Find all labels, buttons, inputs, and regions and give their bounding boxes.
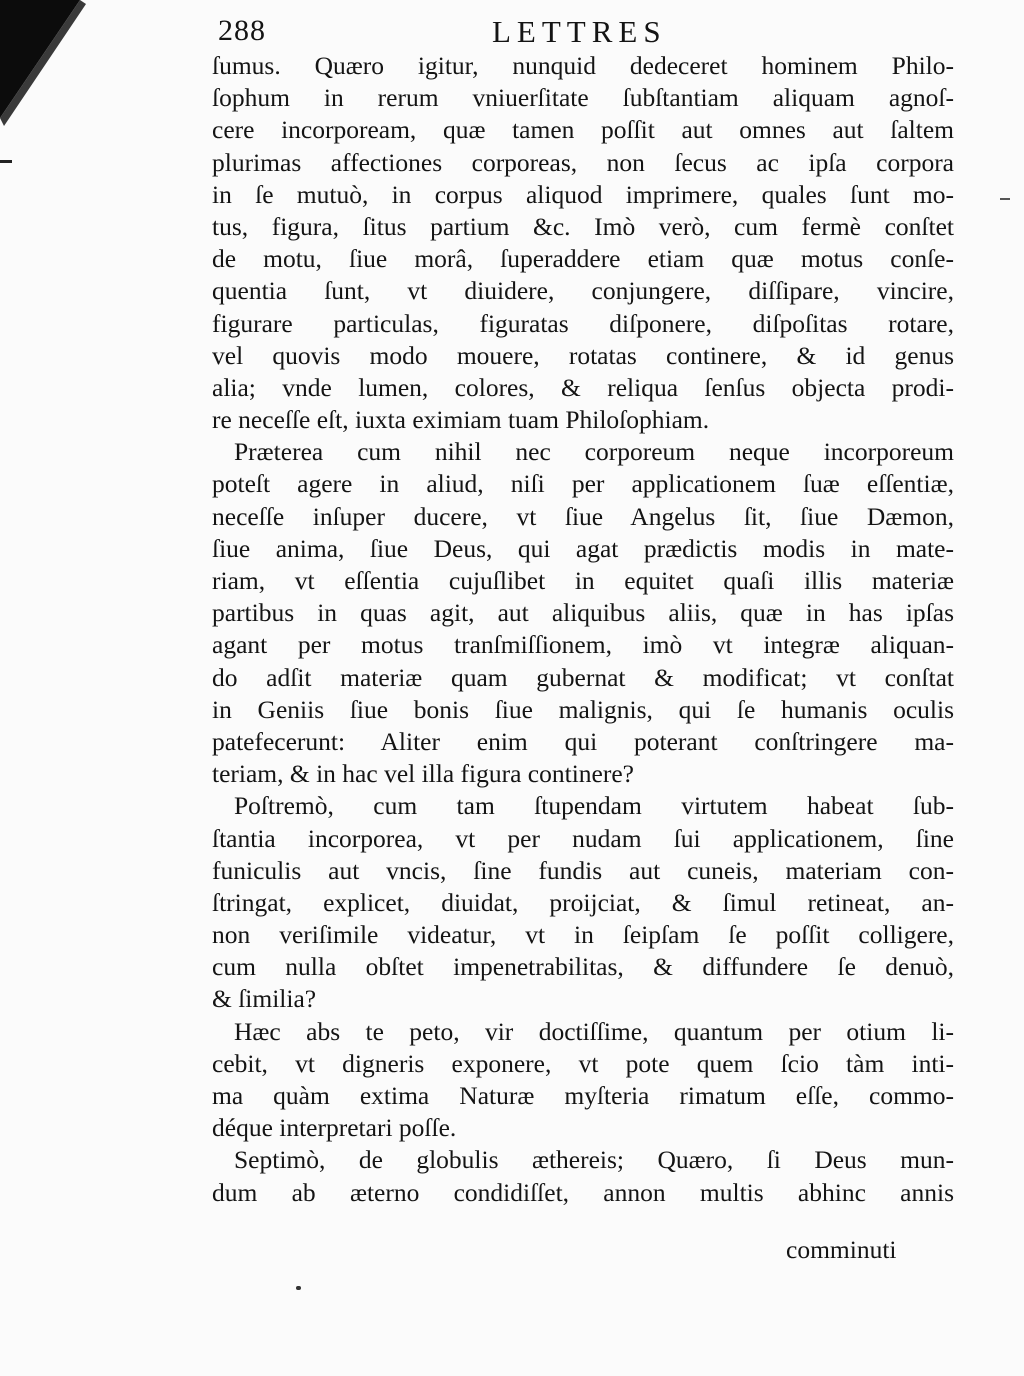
text-line: quentia ſunt, vt diuidere, conjungere, diſſipare, vincire, <box>212 276 954 306</box>
text-line: riam, vt eſſentia cujuſlibet in equitet quaſi illis materiæ <box>212 566 954 595</box>
running-head: LETTRES <box>492 14 667 49</box>
text-line: ſtantia incorporea, vt per nudam ſui applicationem, ſine <box>212 823 954 853</box>
text-line: cere incorpoream, quæ tamen poſſit aut omnes aut ſaltem <box>212 115 954 145</box>
text-line: partibus in quas agit, aut aliquibus aliis, quæ in has ipſas <box>212 598 954 628</box>
text-line: alia; vnde lumen, colores, & reliqua ſenſus objecta prodi- <box>212 372 954 402</box>
text-line: re neceſſe eſt, iuxta eximiam tuam Philoſophiam. <box>212 405 710 435</box>
text-line: ſumus. Quæro igitur, nunquid dedeceret hominem Philo- <box>212 51 954 80</box>
text-line: vel quovis modo mouere, rotatas continere, & id genus <box>212 340 954 370</box>
text-line: cum nulla obſtet impenetrabilitas, & diffundere ſe denuò, <box>212 952 954 982</box>
margin-mark-left <box>0 160 12 163</box>
text-line: Poſtremò, cum tam ſtupendam virtutem habeat ſub- <box>234 791 954 821</box>
text-line: de motu, ſiue morâ, ſuperaddere etiam quæ motus conſe- <box>212 244 954 274</box>
text-line: Præterea cum nihil nec corporeum neque incorporeum <box>234 437 954 467</box>
text-line: tus, figura, ſitus partium &c. Imò verò, cum fermè conſtet <box>212 211 954 241</box>
text-line: do adſit materiæ quam gubernat & modificat; vt conſtat <box>212 662 954 692</box>
page-corner-shadow <box>0 0 90 130</box>
text-line: plurimas affectiones corporeas, non ſecus ac ipſa corpora <box>212 147 954 177</box>
text-line: non veriſimile videatur, vt in ſeipſam ſe poſſit colligere, <box>212 920 954 950</box>
text-line: Septimò, de globulis æthereis; Quæro, ſi Deus mun- <box>234 1145 954 1175</box>
text-line: ma quàm extima Naturæ myſteria rimatum eſſe, commo- <box>212 1081 954 1110</box>
ink-speck <box>296 1286 301 1290</box>
text-line: ſtringat, explicet, diuidat, proijciat, & ſimul retineat, an- <box>212 887 954 917</box>
text-line: in ſe mutuò, in corpus aliquod imprimere, quales ſunt mo- <box>212 179 954 209</box>
text-line: poteſt agere in aliud, niſi per applicationem ſuæ eſſentiæ, <box>212 469 954 499</box>
margin-mark-right <box>1000 198 1010 200</box>
text-line: ſophum in rerum vniuerſitate ſubſtantiam aliquam agnoſ- <box>212 83 954 113</box>
text-line: cebit, vt digneris exponere, vt pote quem ſcio tàm inti- <box>212 1048 954 1078</box>
text-line: figurare particulas, figuratas diſponere, diſpoſitas rotare, <box>212 308 954 338</box>
text-line: in Geniis ſiue bonis ſiue malignis, qui ſe humanis oculis <box>212 694 954 724</box>
text-line: teriam, & in hac vel illa figura continere? <box>212 759 634 789</box>
body-text <box>212 50 954 1209</box>
text-line: ſiue anima, ſiue Deus, qui agat prædictis modis in mate- <box>212 533 954 563</box>
text-line: patefecerunt: Aliter enim qui poterant conſtringere ma- <box>212 726 954 756</box>
page-number: 288 <box>218 14 266 47</box>
text-line: dum ab æterno condidiſſet, annon multis abhinc annis <box>212 1177 954 1207</box>
text-line: agant per motus tranſmiſſionem, imò vt integræ aliquan- <box>212 630 954 660</box>
text-line: Hæc abs te peto, vir doctiſſime, quantum per otium li- <box>234 1016 954 1046</box>
catchword: comminuti <box>786 1235 897 1264</box>
text-line: neceſſe inſuper ducere, vt ſiue Angelus ſit, ſiue Dæmon, <box>212 501 954 531</box>
text-line: & ſimilia? <box>212 984 317 1014</box>
page-header <box>214 12 934 52</box>
text-line: funiculis aut vncis, ſine fundis aut cuneis, materiam con- <box>212 855 954 885</box>
text-line: déque interpretari poſſe. <box>212 1113 457 1143</box>
